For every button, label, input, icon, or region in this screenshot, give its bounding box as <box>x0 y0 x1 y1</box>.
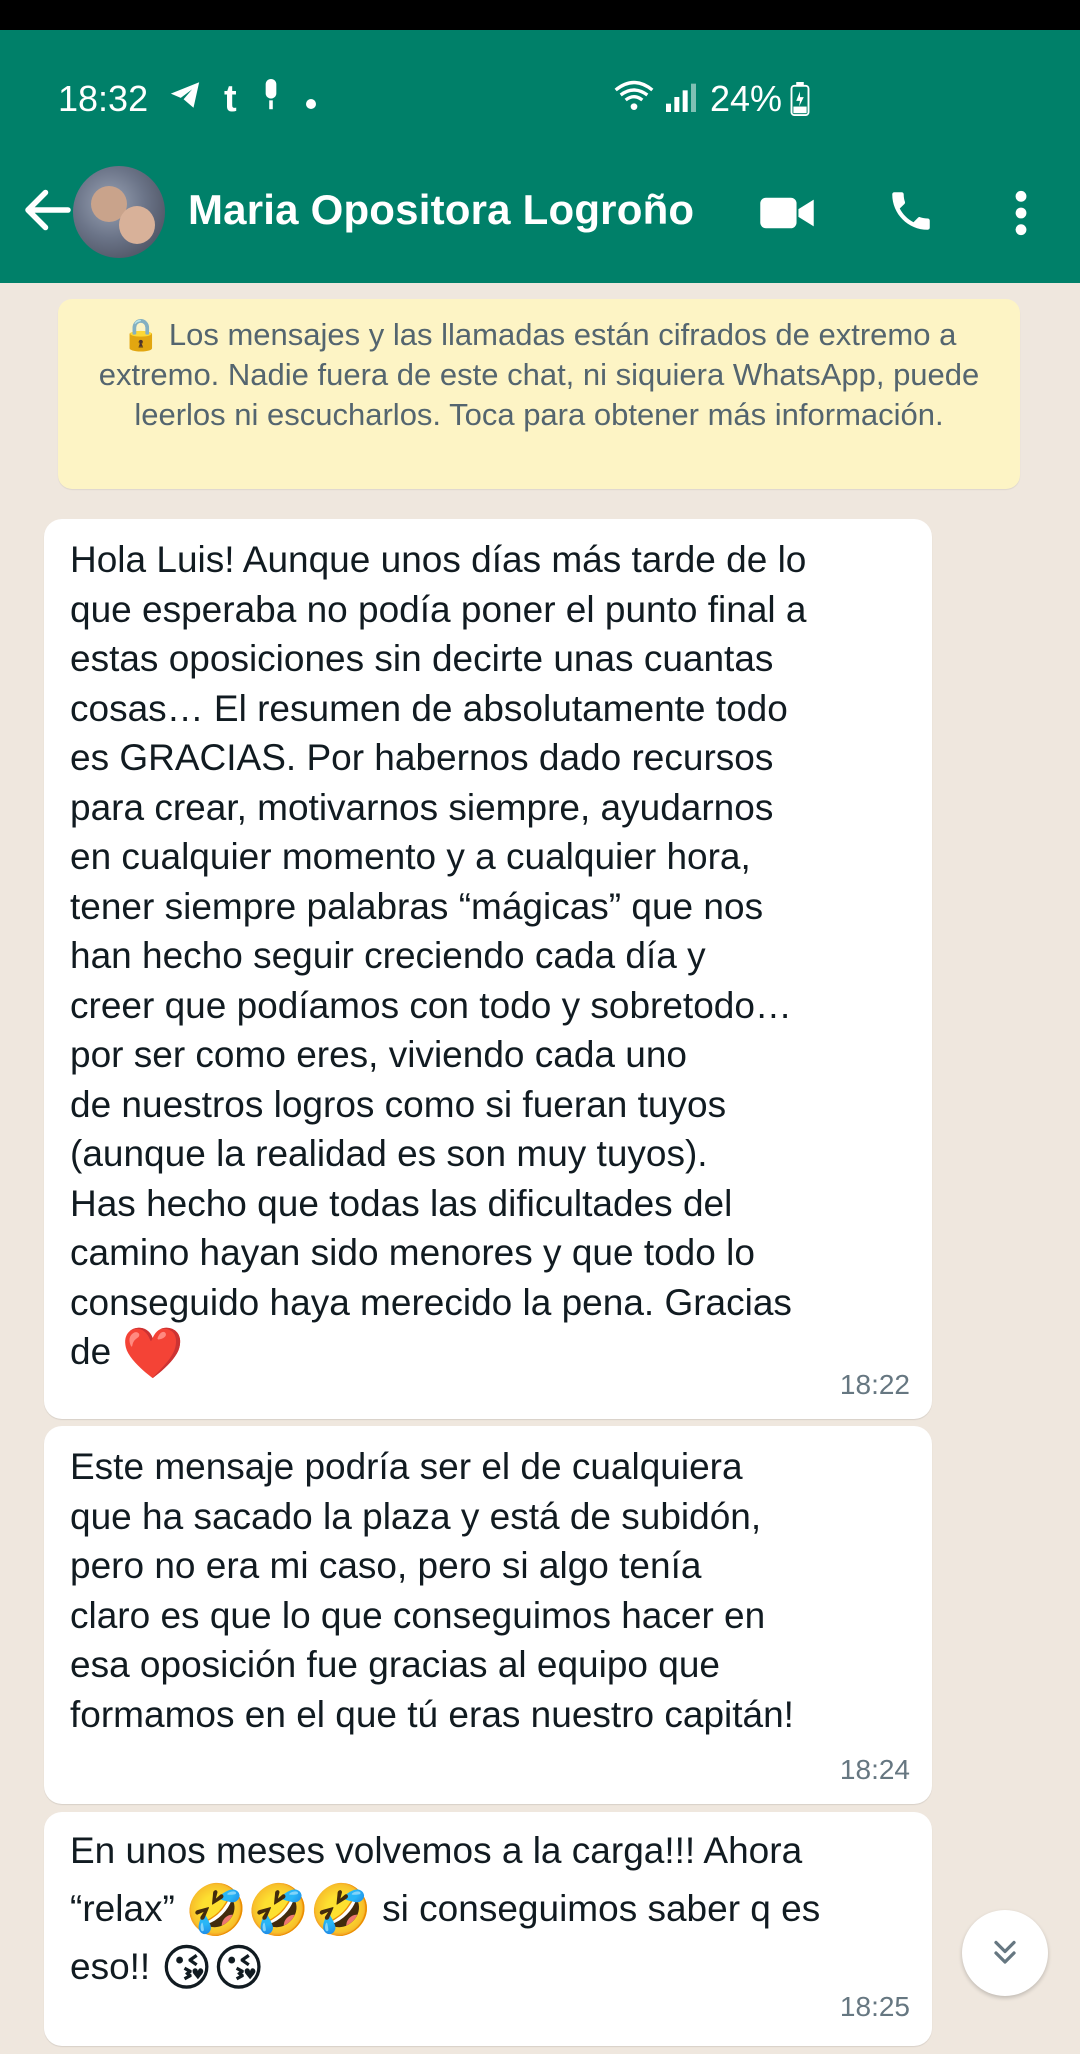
message-time: 18:22 <box>839 1368 910 1400</box>
message-bubble-1[interactable] <box>44 519 932 1419</box>
avatar[interactable] <box>73 166 165 258</box>
laughing-emoji: 🤣🤣🤣 <box>185 1882 372 1938</box>
message-text: eso!! <box>70 1946 161 1987</box>
back-arrow-icon[interactable] <box>18 180 78 240</box>
battery-icon <box>790 82 810 121</box>
message-time: 18:25 <box>839 1991 910 2022</box>
message-text: “relax” <box>70 1888 186 1929</box>
message-text-line <box>70 1938 906 1996</box>
more-vert-icon[interactable] <box>1006 188 1036 243</box>
chat-header <box>0 160 1080 283</box>
scroll-to-bottom-button[interactable] <box>962 1910 1048 1996</box>
contact-name[interactable]: Maria Opositora Logroño <box>188 186 695 233</box>
message-text: si conseguimos saber q es <box>371 1888 821 1929</box>
message-bubble-3[interactable] <box>44 1812 932 2046</box>
status-bar <box>0 30 1080 160</box>
signal-icon <box>664 82 698 117</box>
status-time: 18:32 <box>58 78 149 119</box>
chat-area[interactable] <box>0 283 1080 2054</box>
telegram-icon <box>168 78 202 121</box>
battery-percent: 24% <box>710 78 783 119</box>
double-chevron-down-icon <box>987 1934 1023 1977</box>
message-bubble-2[interactable] <box>44 1426 932 1804</box>
phone-icon[interactable] <box>886 186 936 241</box>
message-text: Este mensaje podría ser el de cualquiera que ha sacado la plaza y está de subidón, pero no era mi caso, pero si algo tenía claro es que lo que conseguimos hacer en esa oposición fue gracias al equipo que formamos en el que tú eras nuestro capitán! <box>70 1446 794 1735</box>
encryption-notice[interactable]: 🔒 Los mensajes y las llamadas están cifrados de extremo a extremo. Nadie fuera de este chat, ni siquiera WhatsApp, puede leerlos ni escucharlos. Toca para obtener más información. <box>58 299 1020 489</box>
kiss-emoji: 😘😘 <box>160 1940 265 1996</box>
message-text-line <box>70 1880 906 1938</box>
dot-icon <box>305 80 317 119</box>
message-time: 18:24 <box>839 1753 910 1785</box>
tumblr-icon: t <box>224 78 237 120</box>
wifi-icon <box>614 78 654 117</box>
top-black-bar <box>0 0 1080 30</box>
status-left-icons <box>168 78 317 121</box>
message-text: Hola Luis! Aunque unos días más tarde de lo que esperaba no podía poner el punto final a estas oposiciones sin decirte unas cuantas cosas… El resumen de absolutamente todo es GRACIAS. Por habernos dado recursos para crear, motivarnos siempre, ayudarnos en cualquier momento y a cualquier hora, tener siempre palabras “mágicas” que nos han hecho seguir creciendo cada día y creer que podíamos con todo y sobretodo… por ser como eres, viviendo cada uno de nuestros logros como si fueran tuyos (aunque la realidad es son muy tuyos). Has hecho que todas las dificultades del camino hayan sido menores y que todo lo conseguido haya merecido la pena. Gracias de <box>70 539 807 1372</box>
heart-emoji: ❤️ <box>121 1325 184 1381</box>
message-text-line: En unos meses volvemos a la carga!!! Ahora <box>70 1830 803 1871</box>
microphone-icon <box>259 79 283 120</box>
video-call-icon[interactable] <box>758 192 816 239</box>
